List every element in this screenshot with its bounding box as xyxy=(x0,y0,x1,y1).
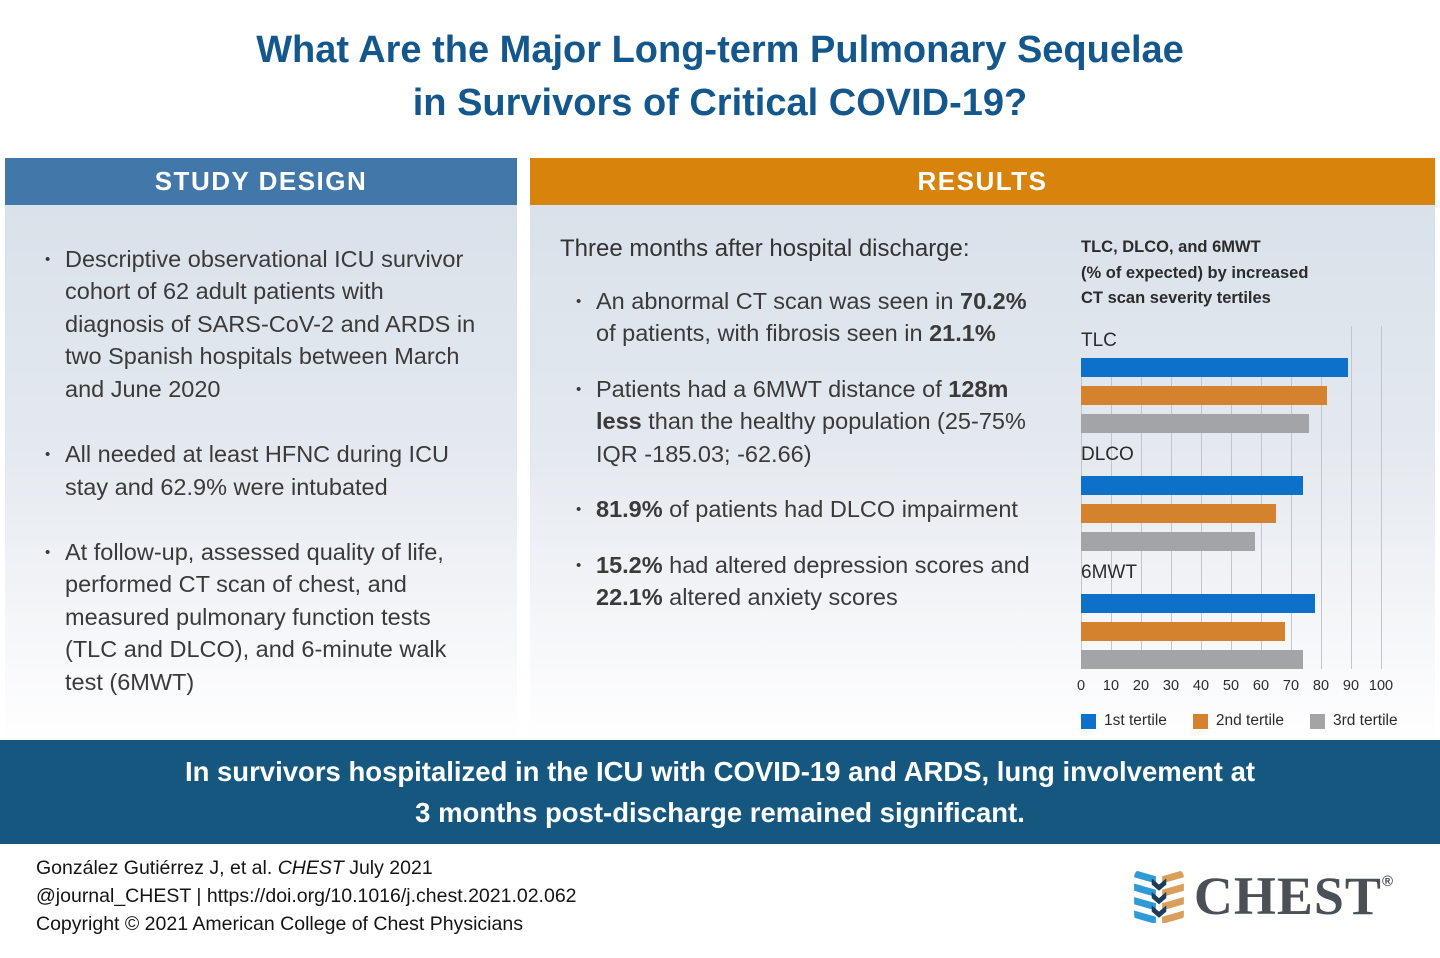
text-segment: 81.9% xyxy=(596,496,663,523)
legend-item xyxy=(1310,712,1398,730)
bullet-dot: • xyxy=(45,446,51,464)
chart-legend xyxy=(1081,712,1429,730)
content-columns xyxy=(5,158,1435,740)
results-bullet-list xyxy=(560,285,1065,613)
chart-bar-row xyxy=(1081,532,1399,551)
chart-category-label: DLCO xyxy=(1081,444,1134,466)
results-intro: Three months after hospital discharge: xyxy=(560,235,970,262)
chest-logo xyxy=(1134,866,1394,926)
chart-axis-tick: 40 xyxy=(1192,678,1210,695)
bullet-dot: • xyxy=(576,556,582,574)
chart-axis-tick: 100 xyxy=(1368,678,1394,695)
bullet-text xyxy=(596,549,1036,614)
chest-logo-text: CHEST® xyxy=(1193,866,1394,926)
chart-bar-row xyxy=(1081,650,1399,669)
bullet-dot: • xyxy=(45,251,51,268)
legend-swatch xyxy=(1310,714,1325,729)
text-segment: of patients had DLCO impairment xyxy=(662,496,1018,523)
study-design-bullet xyxy=(45,243,483,405)
chart-bar xyxy=(1081,650,1303,669)
chart-x-axis xyxy=(1076,678,1399,700)
text-segment: CHEST xyxy=(277,856,344,879)
study-design-bullet-list xyxy=(45,243,483,698)
bullet-text xyxy=(596,373,1036,470)
legend-swatch xyxy=(1081,714,1096,729)
chart-bar xyxy=(1081,386,1327,405)
chart-axis-tick: 70 xyxy=(1282,678,1300,695)
legend-label: 3rd tertile xyxy=(1332,712,1398,730)
results-bullet xyxy=(576,373,1065,470)
text-segment: 21.1% xyxy=(929,320,996,347)
text-segment: 22.1% xyxy=(596,583,663,610)
chart-title-line: (% of expected) by increased xyxy=(1081,263,1309,282)
text-segment: than the healthy population (25-75% IQR -185.03; -62.66) xyxy=(596,408,1026,467)
chart-axis-tick: 20 xyxy=(1132,678,1150,695)
text-segment: altered anxiety scores xyxy=(662,583,898,610)
results-text-column xyxy=(560,235,1065,740)
citation-line-1 xyxy=(36,854,577,882)
chart-title-line: TLC, DLCO, and 6MWT xyxy=(1081,238,1261,256)
legend-item xyxy=(1081,712,1167,730)
chart-category-label: TLC xyxy=(1081,329,1117,351)
registered-mark-icon: ® xyxy=(1381,873,1394,890)
chart-axis-tick: 90 xyxy=(1342,678,1360,695)
bullet-dot: • xyxy=(576,501,582,519)
text-segment: Patients had a 6MWT distance of xyxy=(596,375,949,402)
chart xyxy=(1065,235,1429,740)
chart-axis-tick: 30 xyxy=(1162,678,1180,695)
bullet-text: At follow-up, assessed quality of life, performed CT scan of chest, and measured pulmonary function tests (TLC and DLCO), and 6-minute walk test (6MWT) xyxy=(65,538,447,695)
chart-axis-tick: 80 xyxy=(1312,678,1330,695)
legend-item xyxy=(1193,712,1284,730)
chart-title-line: CT scan severity tertiles xyxy=(1081,289,1271,308)
study-design-panel xyxy=(5,158,517,740)
chart-bar-row xyxy=(1081,414,1399,433)
results-bullet xyxy=(576,549,1065,614)
chart-bar xyxy=(1081,532,1255,551)
chart-bar xyxy=(1081,358,1348,377)
page-title-line-2: in Survivors of Critical COVID-19? xyxy=(412,82,1028,125)
chart-bar-row xyxy=(1081,504,1399,523)
study-design-bullet xyxy=(45,438,483,503)
text-segment: 15.2% xyxy=(596,551,663,578)
chart-bar-row xyxy=(1081,594,1399,613)
text-segment: 70.2% xyxy=(960,288,1027,314)
text-segment: González Gutiérrez J, et al. xyxy=(36,856,278,879)
chart-bar xyxy=(1081,594,1315,613)
chart-category-label: 6MWT xyxy=(1081,562,1137,584)
bullet-text xyxy=(596,493,1018,525)
chart-bar-row xyxy=(1081,358,1399,377)
chart-bar xyxy=(1081,414,1309,433)
text-segment: of patients, with fibrosis seen in xyxy=(596,320,930,347)
page-title-line-1: What Are the Major Long-term Pulmonary Sequelae xyxy=(256,29,1184,71)
results-panel xyxy=(530,158,1435,740)
bullet-dot: • xyxy=(576,380,582,398)
study-design-bullet xyxy=(45,536,483,698)
bullet-text: Descriptive observational ICU survivor cohort of 62 adult patients with diagnosis of SARS-CoV-2 and ARDS in two Spanish hospitals between March and June 2020 xyxy=(65,246,476,402)
citation-line-3: Copyright © 2021 American College of Chest Physicians xyxy=(36,913,523,936)
conclusion-banner xyxy=(0,740,1440,844)
study-design-body xyxy=(5,205,517,740)
bullet-dot: • xyxy=(576,293,582,310)
chart-bar xyxy=(1081,476,1303,495)
footer xyxy=(0,844,1440,958)
chest-logo-icon xyxy=(1134,869,1184,923)
citation-line-2: @journal_CHEST | https://doi.org/10.1016/j.chest.2021.02.062 xyxy=(36,884,577,907)
conclusion-line-2: 3 months post-discharge remained significant. xyxy=(415,797,1025,828)
chart-bar xyxy=(1081,504,1276,523)
bullet-dot: • xyxy=(45,543,51,561)
chart-title xyxy=(1081,235,1429,312)
citation xyxy=(36,854,577,939)
chart-bar-row xyxy=(1081,476,1399,495)
study-design-header: STUDY DESIGN xyxy=(5,158,517,205)
chart-bar-row xyxy=(1081,386,1399,405)
chart-bars xyxy=(1081,358,1399,669)
text-segment: An abnormal CT scan was seen in xyxy=(596,288,960,314)
chart-axis-tick: 0 xyxy=(1076,678,1086,695)
legend-label: 2nd tertile xyxy=(1215,712,1284,730)
chart-bar-row xyxy=(1081,622,1399,641)
bullet-text xyxy=(596,285,1036,350)
legend-swatch xyxy=(1193,714,1208,729)
text-segment: July 2021 xyxy=(343,856,433,879)
results-header: RESULTS xyxy=(530,158,1435,205)
results-bullet xyxy=(576,493,1065,525)
conclusion-line-1: In survivors hospitalized in the ICU with COVID-19 and ARDS, lung involvement at xyxy=(184,755,1256,787)
text-segment: had altered depression scores and xyxy=(662,551,1030,578)
chart-axis-tick: 60 xyxy=(1252,678,1270,695)
chart-plot-area xyxy=(1081,358,1399,669)
bullet-text: All needed at least HFNC during ICU stay and 62.9% were intubated xyxy=(65,441,450,500)
page-title xyxy=(0,0,1440,158)
results-bullet xyxy=(576,285,1065,350)
legend-label: 1st tertile xyxy=(1104,712,1167,730)
text-segment: 128m less xyxy=(596,375,1009,435)
chart-axis-tick: 50 xyxy=(1222,678,1240,695)
chart-axis-tick: 10 xyxy=(1102,678,1120,695)
results-body xyxy=(530,205,1435,740)
chart-bar xyxy=(1081,622,1285,641)
